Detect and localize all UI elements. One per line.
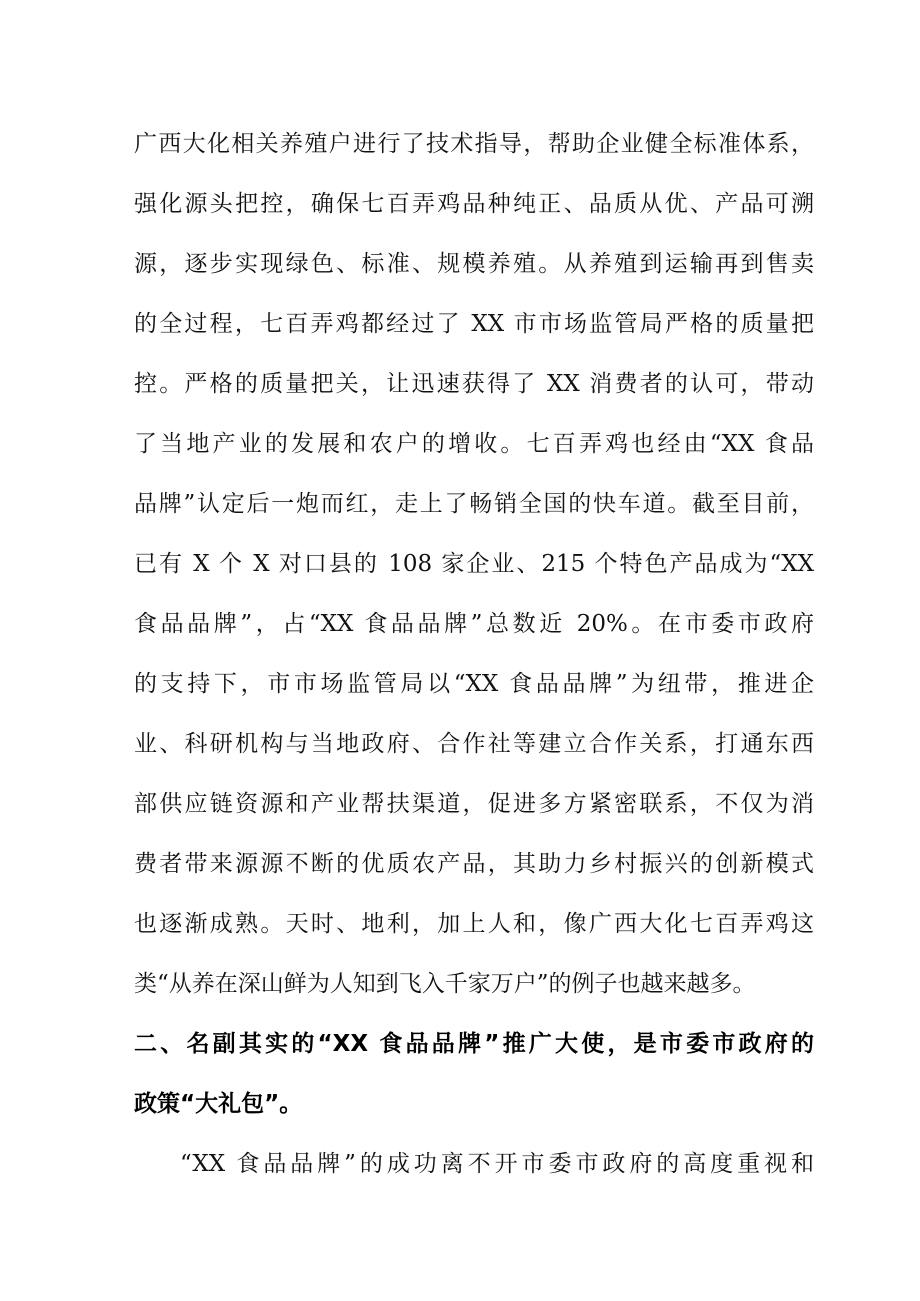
section-heading-line-2: 政策“大礼包”。 [134, 1091, 303, 1117]
paragraph-1-line-4: 的全过程，七百弄鸡都经过了 XX 市市场监管局严格的质量把 [134, 311, 814, 337]
paragraph-1-line-3: 源，逐步实现绿色、标准、规模养殖。从养殖到运输再到售卖 [134, 251, 814, 277]
paragraph-1-line-14: 也逐渐成熟。天时、地利，加上人和，像广西大化七百弄鸡这 [134, 911, 814, 937]
paragraph-1-line-1: 广西大化相关养殖户进行了技术指导，帮助企业健全标准体系， [134, 131, 814, 157]
paragraph-1-line-8: 已有 X 个 X 对口县的 108 家企业、215 个特色产品成为“XX [134, 551, 814, 577]
paragraph-1-line-5: 控。严格的质量把关，让迅速获得了 XX 消费者的认可，带动 [134, 371, 814, 397]
paragraph-2-line-1: “XX 食品品牌”的成功离不开市委市政府的高度重视和 [180, 1151, 814, 1177]
paragraph-1-line-10: 的支持下，市市场监管局以“XX 食品品牌”为纽带，推进企 [134, 671, 814, 697]
paragraph-1-line-2: 强化源头把控，确保七百弄鸡品种纯正、品质从优、产品可溯 [134, 191, 814, 217]
paragraph-1-line-6: 了当地产业的发展和农户的增收。七百弄鸡也经由“XX 食品 [134, 431, 814, 457]
paragraph-1-line-7: 品牌”认定后一炮而红，走上了畅销全国的快车道。截至目前， [134, 491, 814, 517]
paragraph-1-line-15: 类“从养在深山鲜为人知到飞入千家万户”的例子也越来越多。 [134, 971, 756, 997]
paragraph-1-line-9: 食品品牌”，占“XX 食品品牌”总数近 20%。在市委市政府 [134, 611, 814, 637]
section-heading-line-1: 二、名副其实的“XX 食品品牌”推广大使，是市委市政府的 [134, 1031, 814, 1057]
paragraph-1-line-12: 部供应链资源和产业帮扶渠道，促进多方紧密联系，不仅为消 [134, 791, 814, 817]
paragraph-1-line-11: 业、科研机构与当地政府、合作社等建立合作关系，打通东西 [134, 731, 814, 757]
paragraph-1-line-13: 费者带来源源不断的优质农产品，其助力乡村振兴的创新模式 [134, 851, 814, 877]
